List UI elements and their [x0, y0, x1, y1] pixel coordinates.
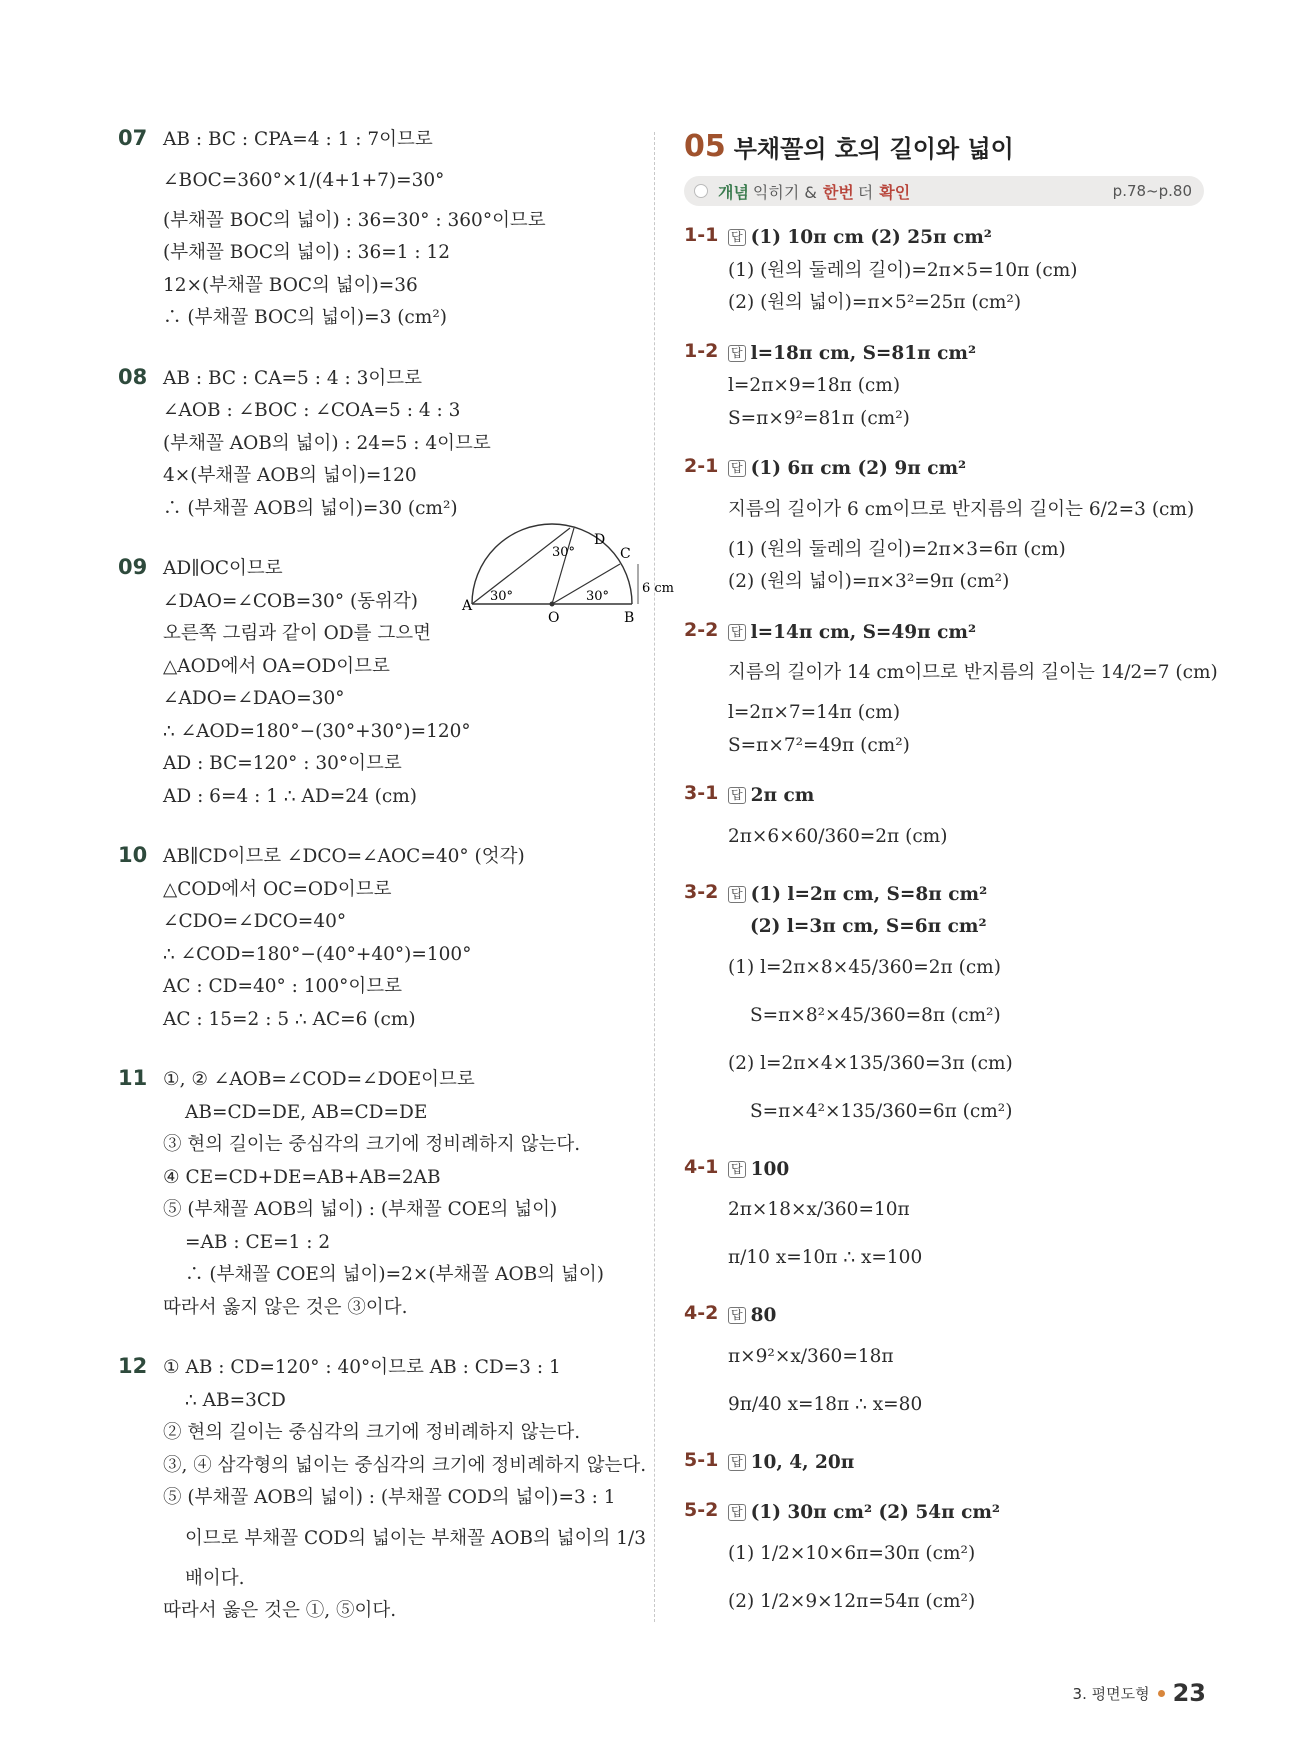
answer-2: (2) l=3π cm, S=6π cm²: [750, 916, 987, 937]
solution-line: AD : 6=4 : 1 ∴ AD=24 (cm): [163, 785, 417, 807]
problem-number: 2-1: [684, 455, 719, 477]
problem-number: 4-1: [684, 1155, 719, 1178]
problem-1-2: [684, 338, 1204, 436]
solution-line: AB=CD=DE, AB=CD=DE: [185, 1101, 428, 1123]
solution-line: 오른쪽 그림과 같이 OD를 그으면: [163, 623, 431, 644]
solution-line: AC : 15=2 : 5 ∴ AC=6 (cm): [163, 1008, 416, 1030]
banner-pages: p.78~p.80: [1112, 182, 1192, 200]
solution-line: AD : BC=120° : 30°이므로: [163, 753, 402, 774]
problem-number: 12: [118, 1354, 148, 1378]
answer: (1) 6π cm (2) 9π cm²: [750, 458, 967, 479]
solution-line: AB : BC : CPA=4 : 1 : 7이므로: [163, 129, 433, 150]
solution-line: (부채꼴 AOB의 넓이) : 24=5 : 4이므로: [163, 432, 491, 454]
problem-10: [118, 841, 658, 1036]
problem-number: 1-2: [684, 339, 719, 362]
problem-number: 09: [118, 555, 148, 579]
label-A: A: [462, 598, 473, 614]
concept-banner: [684, 176, 1204, 206]
label-D: D: [594, 532, 606, 548]
solution-line: S=π×7²=49π (cm²): [728, 734, 910, 756]
solution-line: ①, ② ∠AOB=∠COD=∠DOE이므로: [163, 1069, 475, 1090]
banner-text-1: 개념: [718, 182, 749, 202]
answer-tag: 답: [728, 1307, 746, 1324]
label-side: 6 cm: [642, 581, 675, 596]
label-angle-right: 30°: [586, 589, 610, 604]
chapter-label: 3. 평면도형: [1072, 1684, 1150, 1703]
solution-line: 따라서 옳지 않은 것은 ③이다.: [163, 1296, 408, 1318]
problem-number: 3-2: [684, 880, 719, 903]
solution-line: AD∥OC이므로: [163, 558, 283, 579]
solution-line: S=π×8²×45/360=8π (cm²): [750, 1004, 1001, 1026]
problem-1-1: [684, 222, 1204, 320]
problem-5-1: [684, 1447, 1204, 1480]
section-header: [684, 124, 1204, 168]
problem-number: 07: [118, 126, 148, 150]
problem-number: 5-2: [684, 1499, 719, 1521]
solution-line: AB : BC : CA=5 : 4 : 3이므로: [163, 367, 422, 389]
solution-line: 지름의 길이가 14 cm이므로 반지름의 길이는 14/2=7 (cm): [728, 662, 1218, 683]
solution-line: (2) 1/2×9×12π=54π (cm²): [728, 1590, 976, 1612]
solution-line: ∴ ∠COD=180°−(40°+40°)=100°: [163, 943, 472, 965]
problem-2-2: [684, 617, 1218, 763]
banner-text-4: 더: [857, 182, 874, 202]
problem-3-2: [684, 879, 1204, 1136]
problem-07: [118, 124, 658, 335]
solution-line: (1) (원의 둘레의 길이)=2π×3=6π (cm): [728, 538, 1066, 560]
answer: 80: [750, 1305, 777, 1326]
label-O: O: [548, 610, 560, 626]
answer-tag: 답: [728, 624, 746, 641]
problem-number: 4-2: [684, 1302, 719, 1324]
problem-number: 10: [118, 843, 148, 867]
answer-tag: 답: [728, 886, 746, 903]
answer: 100: [750, 1158, 790, 1180]
circle-icon: [694, 184, 708, 198]
problem-number: 5-1: [684, 1448, 719, 1471]
answer: (1) 30π cm² (2) 54π cm²: [750, 1502, 1001, 1523]
problem-number: 1-1: [684, 224, 719, 246]
solution-line: l=2π×9=18π (cm): [728, 375, 901, 396]
left-column: [118, 124, 675, 1656]
solution-line: (2) (원의 넓이)=π×3²=9π (cm²): [728, 571, 1010, 592]
problem-08: [118, 363, 658, 526]
solution-line: △COD에서 OC=OD이므로: [163, 878, 392, 900]
solution-line: (부채꼴 BOC의 넓이) : 36=30° : 360°이므로: [163, 209, 546, 231]
solution-line: ∠ADO=∠DAO=30°: [163, 688, 345, 709]
solution-line: (1) (원의 둘레의 길이)=2π×5=10π (cm): [728, 259, 1078, 281]
solution-line: (부채꼴 BOC의 넓이) : 36=1 : 12: [163, 242, 451, 263]
banner-text-5: 확인: [879, 182, 911, 202]
solution-line: AC : CD=40° : 100°이므로: [163, 976, 402, 997]
solution-line: 지름의 길이가 6 cm이므로 반지름의 길이는 6/2=3 (cm): [728, 498, 1195, 520]
solution-line: S=π×9²=81π (cm²): [728, 407, 910, 429]
problem-5-2: [684, 1497, 1204, 1626]
problem-number: 3-1: [684, 782, 719, 804]
solution-line: ∴ (부채꼴 BOC의 넓이)=3 (cm²): [163, 307, 447, 328]
solution-line: ⑤ (부채꼴 AOB의 넓이) : (부채꼴 COD의 넓이)=3 : 1: [163, 1487, 616, 1508]
solution-line: =AB : CE=1 : 2: [185, 1231, 331, 1253]
solution-line: ∠DAO=∠COB=30° (동위각): [163, 590, 418, 612]
answer-tag: 답: [728, 1161, 746, 1178]
answer-tag: 답: [728, 229, 746, 246]
label-C: C: [620, 546, 631, 562]
solution-line: ∠BOC=360°×1/(4+1+7)=30°: [163, 169, 445, 191]
solution-line: 따라서 옳은 것은 ①, ⑤이다.: [163, 1600, 397, 1621]
solution-line: 2π×18×x/360=10π: [728, 1199, 910, 1220]
semicircle-figure: [462, 532, 675, 626]
answer: (1) 10π cm (2) 25π cm²: [750, 227, 992, 248]
solution-line: (2) (원의 넓이)=π×5²=25π (cm²): [728, 292, 1022, 313]
right-column: [684, 124, 1218, 1644]
solution-line: 배이다.: [185, 1567, 245, 1589]
label-angle-top: 30°: [552, 545, 576, 560]
page-number: 23: [1172, 1679, 1206, 1707]
problem-4-1: [684, 1154, 1204, 1283]
solution-line: ∴ (부채꼴 AOB의 넓이)=30 (cm²): [163, 497, 458, 519]
solution-line: π×9²×x/360=18π: [728, 1345, 894, 1367]
solution-line: ③ 현의 길이는 중심각의 크기에 정비례하지 않는다.: [163, 1134, 581, 1155]
solution-line: ① AB : CD=120° : 40°이므로 AB : CD=3 : 1: [163, 1357, 561, 1378]
banner-text-2: 익히기 &: [752, 182, 817, 202]
problem-2-1: [684, 453, 1204, 599]
solution-line: π/10 x=10π ∴ x=100: [728, 1247, 923, 1268]
answer: l=18π cm, S=81π cm²: [750, 342, 977, 364]
solution-line: ∠CDO=∠DCO=40°: [163, 911, 347, 932]
problem-number: 11: [118, 1066, 148, 1090]
label-angle-left: 30°: [490, 589, 514, 604]
answer-tag: 답: [728, 1504, 746, 1521]
solution-line: AB∥CD이므로 ∠DCO=∠AOC=40° (엇각): [163, 846, 525, 867]
solution-line: ∴ AB=3CD: [185, 1389, 286, 1411]
answer: 10, 4, 20π: [750, 1451, 855, 1473]
answer: (1) l=2π cm, S=8π cm²: [750, 883, 988, 905]
page-footer: [1073, 1679, 1206, 1707]
answer-tag: 답: [728, 1454, 746, 1471]
solution-line: ④ CE=CD+DE=AB+AB=2AB: [163, 1166, 441, 1188]
bullet-dot-icon: [1158, 1690, 1165, 1697]
solution-line: l=2π×7=14π (cm): [728, 702, 901, 723]
solution-line: ⑤ (부채꼴 AOB의 넓이) : (부채꼴 COE의 넓이): [163, 1199, 558, 1220]
solution-line: 9π/40 x=18π ∴ x=80: [728, 1393, 923, 1415]
solution-line: 4×(부채꼴 AOB의 넓이)=120: [163, 465, 417, 486]
section-number: 05: [684, 128, 726, 164]
solution-line: ∴ (부채꼴 COE의 넓이)=2×(부채꼴 AOB의 넓이): [185, 1264, 604, 1285]
banner-text-3: 한번: [822, 182, 854, 202]
solution-line: 이므로 부채꼴 COD의 넓이는 부채꼴 AOB의 넓이의 1/3: [185, 1527, 647, 1549]
problem-11: [118, 1064, 658, 1324]
answer: 2π cm: [750, 785, 815, 806]
answer-tag: 답: [728, 787, 746, 804]
solution-line: ∴ ∠AOD=180°−(30°+30°)=120°: [163, 720, 471, 742]
problem-12: [118, 1352, 658, 1628]
solution-line: 2π×6×60/360=2π (cm): [728, 825, 948, 847]
answer: l=14π cm, S=49π cm²: [750, 621, 977, 643]
solution-line: (1) l=2π×8×45/360=2π (cm): [728, 956, 1001, 978]
answer-tag: 답: [728, 345, 746, 362]
label-B: B: [624, 610, 635, 626]
problem-3-1: [684, 780, 1204, 861]
answer-tag: 답: [728, 460, 746, 477]
problem-4-2: [684, 1300, 1204, 1429]
solution-line: ∠AOB : ∠BOC : ∠COA=5 : 4 : 3: [163, 400, 461, 421]
solution-line: (2) l=2π×4×135/360=3π (cm): [728, 1052, 1013, 1074]
solution-line: ② 현의 길이는 중심각의 크기에 정비례하지 않는다.: [163, 1422, 581, 1443]
column-divider: [654, 132, 655, 1622]
solution-line: 12×(부채꼴 BOC의 넓이)=36: [163, 274, 418, 296]
solution-line: △AOD에서 OA=OD이므로: [163, 655, 390, 677]
problem-number: 08: [118, 364, 148, 389]
solution-line: ③, ④ 삼각형의 넓이는 중심각의 크기에 정비례하지 않는다.: [163, 1454, 647, 1476]
solution-line: S=π×4²×135/360=6π (cm²): [750, 1100, 1013, 1122]
problem-number: 2-2: [684, 618, 719, 641]
solution-line: (1) 1/2×10×6π=30π (cm²): [728, 1542, 976, 1564]
section-title: 부채꼴의 호의 길이와 넓이: [733, 134, 1014, 163]
